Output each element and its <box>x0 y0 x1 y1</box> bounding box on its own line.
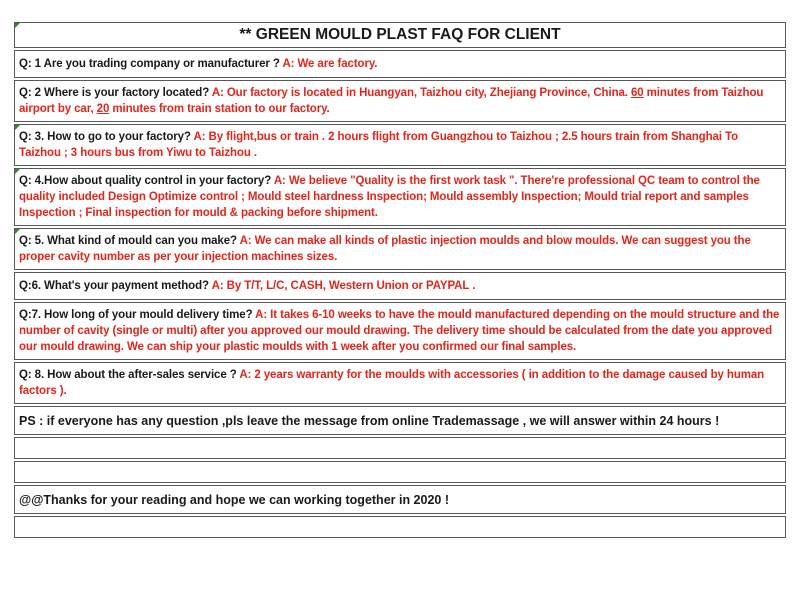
faq-rows-container <box>14 50 786 538</box>
question-text: Q: 5. What kind of mould can you make? <box>19 235 240 247</box>
faq-row-q7 <box>14 302 786 360</box>
answer-text: A: By flight,bus or train . 2 hours flight from Guangzhou to Taizhou ; 2.5 hours train from Shanghai To Taizhou ; 3 hours bus from Yiwu to Taizhou . <box>19 131 738 159</box>
faq-row-q5 <box>14 228 786 270</box>
question-text: PS : if everyone has any question ,pls leave the message from online Trademassage , we will answer within 24 hours ! <box>19 413 720 428</box>
faq-row-empty-3 <box>14 516 786 538</box>
answer-text: minutes from train station to our factory. <box>109 103 330 115</box>
question-text: Q: 4.How about quality control in your factory? <box>19 175 274 187</box>
faq-text <box>19 85 781 117</box>
answer-text: A: We can make all kinds of plastic injection moulds and blow moulds. We can suggest you the proper cavity number as per your injection machines sizes. <box>19 235 751 263</box>
answer-text: minutes from Taizhou airport by car, <box>19 87 764 115</box>
answer-text: A: Our factory is located in Huangyan, Taizhou city, Zhejiang Province, China. <box>211 87 631 99</box>
error-marker-icon <box>15 229 20 234</box>
question-text: Q: 1 Are you trading company or manufacturer ? <box>19 58 283 70</box>
faq-row-q3 <box>14 124 786 166</box>
faq-text <box>19 129 781 161</box>
faq-title-row <box>14 22 786 48</box>
page-title: ** GREEN MOULD PLAST FAQ FOR CLIENT <box>239 26 561 43</box>
answer-text: A: By T/T, L/C, CASH, Western Union or PAYPAL . <box>211 280 476 292</box>
question-text: @@Thanks for your reading and hope we can working together in 2020 ! <box>19 492 450 507</box>
faq-row-ps <box>14 406 786 435</box>
question-text: Q: 2 Where is your factory located? <box>19 87 212 99</box>
error-marker-icon <box>15 125 20 130</box>
faq-row-empty-2 <box>14 461 786 483</box>
answer-text: A: 2 years warranty for the moulds with accessories ( in addition to the damage caused by human factors ). <box>19 369 765 397</box>
question-text: Q: 3. How to go to your factory? <box>19 131 194 143</box>
question-text: Q:6. What's your payment method? <box>19 280 212 292</box>
note-text <box>19 492 781 508</box>
faq-text <box>19 56 781 72</box>
question-text: Q:7. How long of your mould delivery time? <box>19 309 256 321</box>
faq-row-q8 <box>14 362 786 404</box>
faq-text <box>19 173 781 221</box>
note-text <box>19 413 781 429</box>
faq-row-q2 <box>14 80 786 122</box>
error-marker-icon <box>15 169 20 174</box>
answer-text: 60 <box>630 87 644 99</box>
faq-sheet <box>14 22 786 540</box>
faq-text <box>19 367 781 399</box>
faq-row-q6 <box>14 272 786 300</box>
answer-text: A: We are factory. <box>282 58 378 70</box>
faq-row-thanks <box>14 485 786 514</box>
answer-text: 20 <box>96 103 110 115</box>
faq-row-q1 <box>14 50 786 78</box>
faq-text <box>19 233 781 265</box>
faq-row-empty-1 <box>14 437 786 459</box>
error-marker-icon <box>15 23 20 28</box>
answer-text: A: It takes 6-10 weeks to have the mould manufactured depending on the mould structure and the number of cavity (single or multi) after you approved our mould drawing. The delivery time should be calculated from the date you approved our mould drawing. We can ship your plastic moulds with 1 week after you confirmed our final samples. <box>19 309 780 353</box>
answer-text: A: We believe "Quality is the first work task ". There're professional QC team to control the quality included Design Optimize control ; Mould steel hardness Inspection; Mould assembly Inspection; Mould trial report and samples Inspection ; Final inspection for mould & packing before shipment. <box>19 175 760 219</box>
faq-text <box>19 278 781 294</box>
question-text: Q: 8. How about the after-sales service ? <box>19 369 240 381</box>
faq-row-q4 <box>14 168 786 226</box>
faq-text <box>19 307 781 355</box>
